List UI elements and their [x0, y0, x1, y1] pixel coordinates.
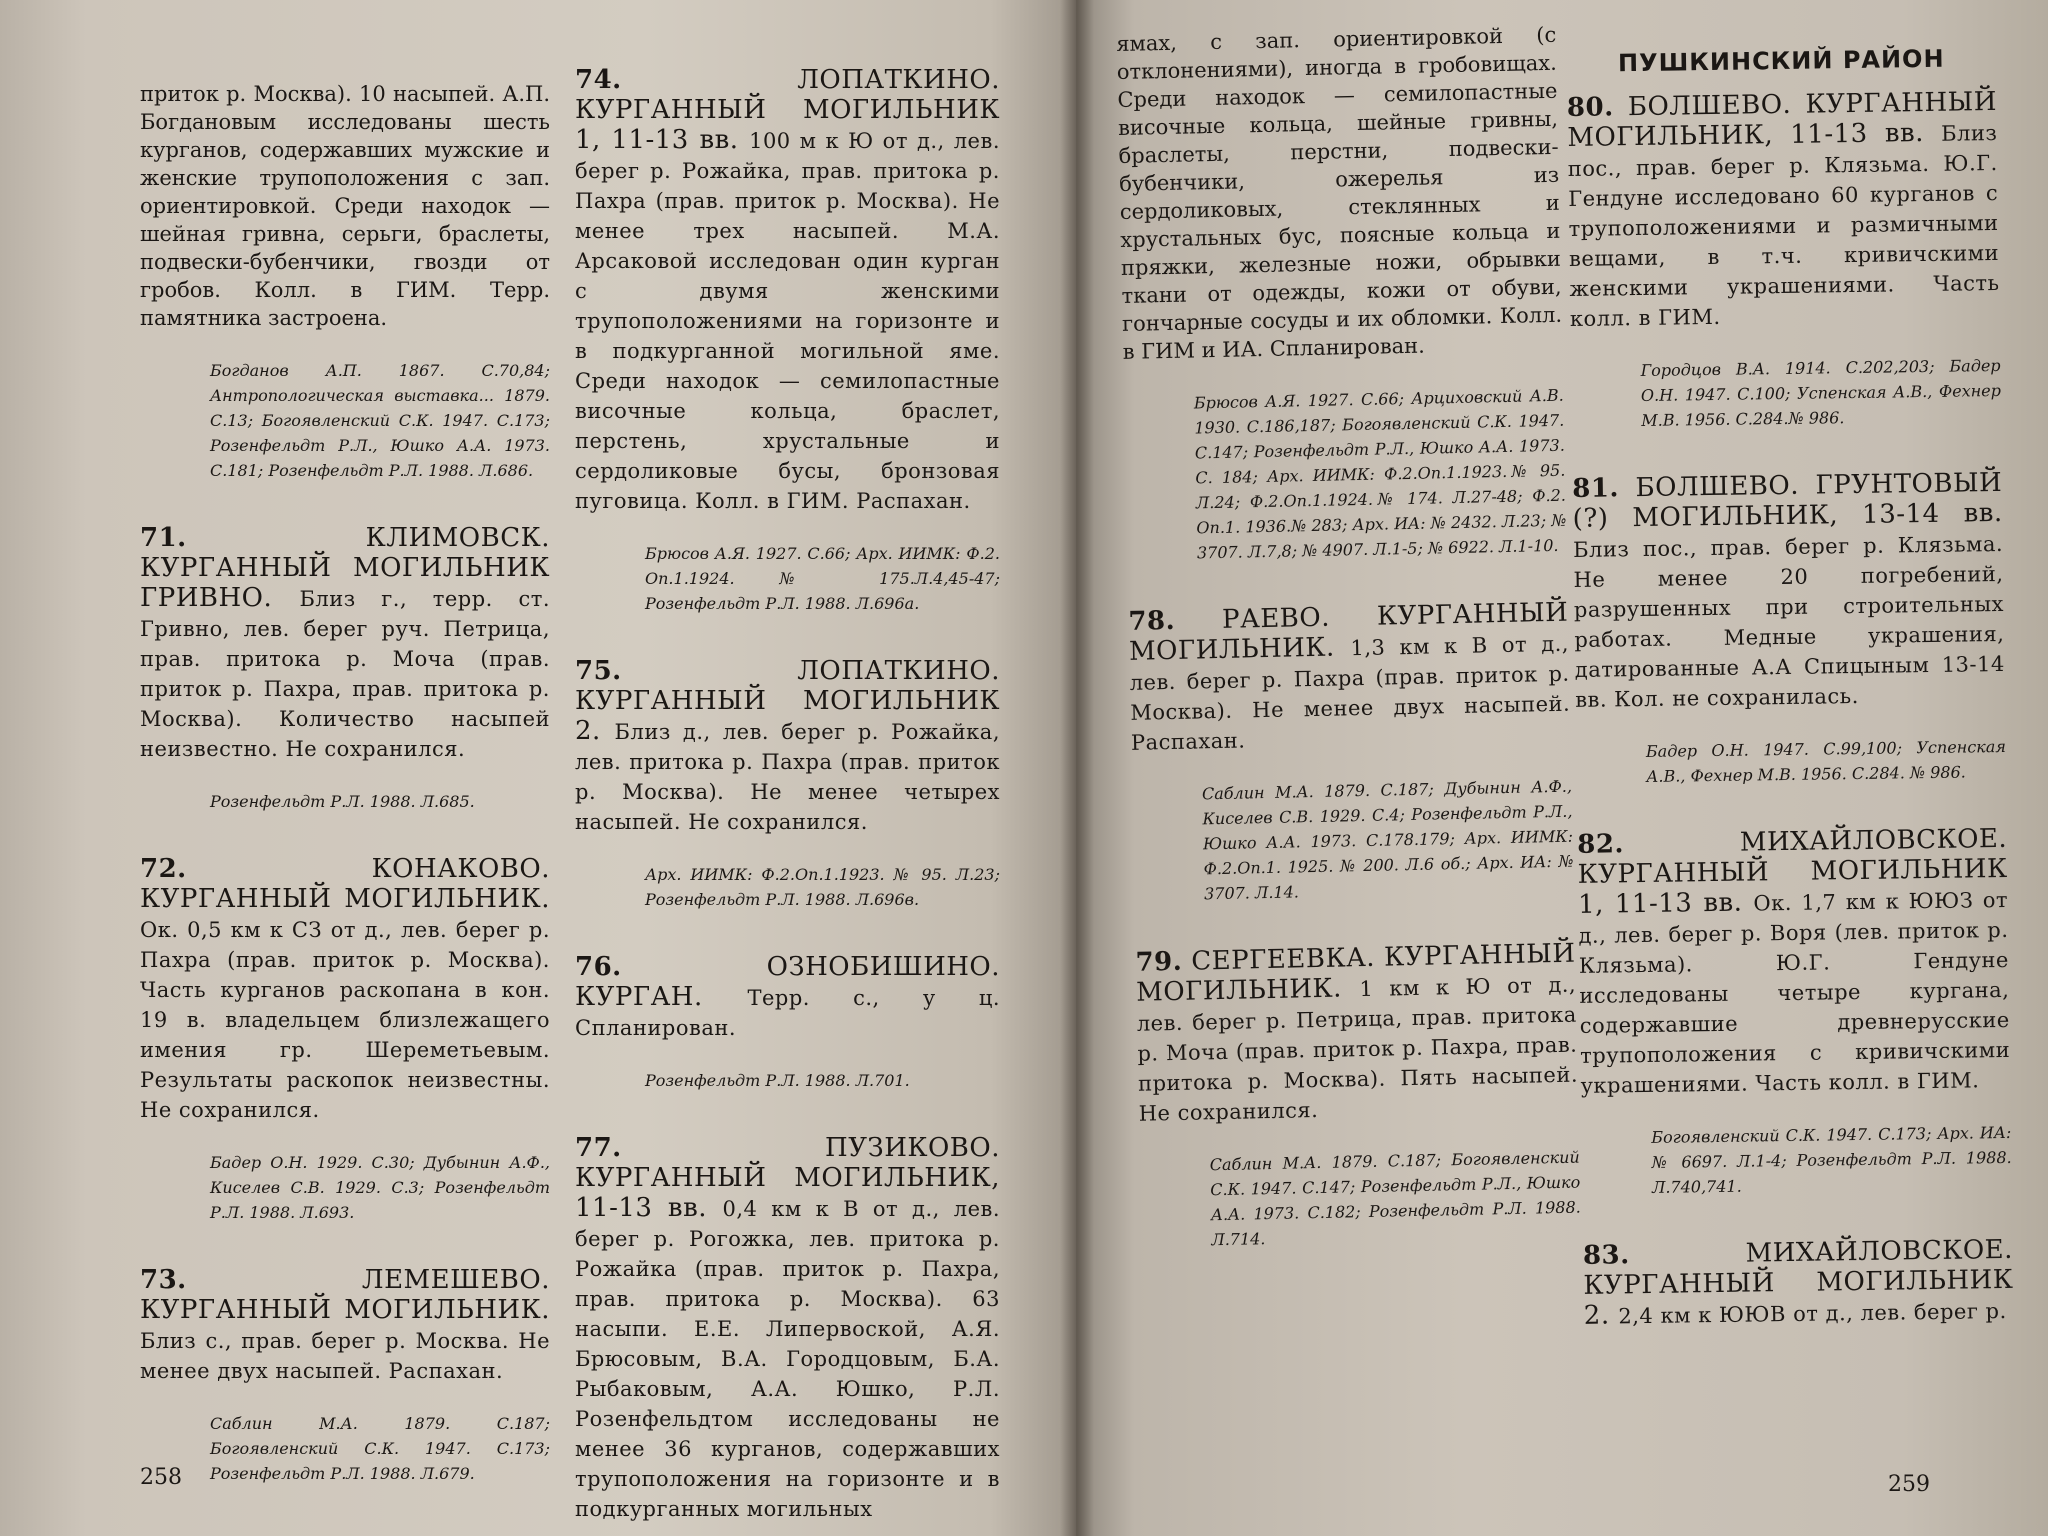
catalog-entry [575, 1133, 1000, 1523]
right-page-column-2 [1566, 34, 2014, 1345]
entry-title: ОЗНОБИШИНО. КУРГАН. [575, 952, 1000, 1012]
entry-body: 100 м к Ю от д., лев. берег р. Рожайка, прав. притока р. Пахра (прав. приток р. Москва). Не менее трех насыпей. М.А. Арсаковой исследован один курган с двумя женскими трупоположениями на горизонте и в подкурганной могильной яме. Среди находок — семилопастные височные кольца, браслет, перстень, хрустальные и сердоликовые бусы, бронзовая пуговица. Колл. в ГИМ. Распахан. [575, 129, 1000, 513]
bibliography-reference: Брюсов А.Я. 1927. С.66; Арциховский А.В. 1930. С.186,187; Богоявленский С.К. 1947. С.147; Розенфельдт Р.Л., Юшко А.А. 1973. С. 184; Арх. ИИМК: Ф.2.Оп.1.1923.№ 95. Л.24; Ф.2.Оп.1.1924.№ 174. Л.27-48; Ф.2. Оп.1. 1936.№ 283; Арх. ИА: № 2432. Л.23; № 3707. Л.7,8; № 4907. Л.1-5; № 6922. Л.1-10. [1193, 385, 1567, 563]
left-page-column-1 [140, 80, 550, 1526]
catalog-entry [140, 1265, 550, 1486]
entry-heading [140, 1265, 550, 1385]
bibliography-reference: Розенфельдт Р.Л. 1988. Л.701. [645, 1071, 910, 1090]
entry-heading [140, 854, 550, 1124]
entry-body: Близ пос., прав. берег р. Клязьма. Не менее 20 погребений, разрушенных при строительных работах. Медные украшения, датированные А.А Спицыным 13-14 вв. Кол. не сохранилась. [1572, 531, 2005, 712]
entry-heading [575, 952, 1000, 1042]
entry-body: Близ с., прав. берег р. Москва. Не менее двух насыпей. Распахан. [140, 1329, 550, 1383]
entry-heading [575, 1133, 1000, 1523]
bibliography-reference: Саблин М.А. 1879. С.187; Богоявленский С.К. 1947. С.173; Розенфельдт Р.Л. 1988. Л.679. [210, 1414, 550, 1483]
page-number: 259 [1888, 1472, 1930, 1497]
entry-heading [575, 656, 1000, 836]
catalog-entry [140, 523, 550, 814]
entry-body: 1,3 км к В от д., лев. берег р. Пахра (прав. приток р. Москва). Не менее двух насыпей. Распахан. [1129, 631, 1571, 755]
entry-body: Ок. 0,5 км к СЗ от д., лев. берег р. Пахра (прав. приток р. Москва). Часть курганов раскопана в кон. 19 в. владельцем близлежащего имения гр. Шереметьевым. Результаты раскопок неизвестны. Не сохранился. [140, 918, 550, 1122]
entry-heading [1583, 1235, 2014, 1331]
entry-number: 81. [1572, 473, 1620, 504]
entry-title: МИХАЙЛОВСКОЕ. КУРГАННЫЙ МОГИЛЬНИК 1, 11-13 вв. [1577, 823, 2008, 920]
bibliography-reference: Богоявленский С.К. 1947. С.173; Арх. ИА: № 6697. Л.1-4; Розенфельдт Р.Л. 1988. Л.740,741. [1651, 1122, 2012, 1197]
entry-number: 71. [140, 523, 187, 553]
entry-title: БОЛШЕВО. ГРУНТОВЫЙ (?) МОГИЛЬНИК, 13-14 вв. [1572, 467, 2003, 534]
entry-number: 79. [1135, 946, 1183, 978]
entry-title: КОНАКОВО. КУРГАННЫЙ МОГИЛЬНИК. [140, 854, 550, 914]
entry-number: 77. [575, 1133, 622, 1163]
catalog-entry [1116, 21, 1567, 567]
bibliography-reference: Саблин М.А. 1879. С.187; Дубынин А.Ф., Киселев С.В. 1929. С.4; Розенфельдт Р.Л., Юшко А.А. 1973. С.178.179; Арх. ИИМК: Ф.2.Оп.1. 1925. № 200. Л.6 об.; Арх. ИА: № 3707. Л.14. [1201, 776, 1574, 904]
entry-heading [1567, 87, 2000, 333]
bibliography-reference: Саблин М.А. 1879. С.187; Богоявленский С.К. 1947. С.147; Розенфельдт Р.Л., Юшко А.А. 1973. С.182; Розенфельдт Р.Л. 1988. Л.714. [1209, 1147, 1581, 1250]
bibliography-reference: Бадер О.Н. 1947. С.99,100; Успенская А.В., Фехнер М.В. 1956. С.284. № 986. [1645, 736, 2007, 786]
entry-title: ЛОПАТКИНО. КУРГАННЫЙ МОГИЛЬНИК 2. [575, 656, 1000, 746]
right-page-column-1 [1116, 21, 1582, 1294]
right-page-column-2-entries [1567, 87, 2014, 1331]
catalog-entry [1135, 939, 1581, 1254]
entry-number: 75. [575, 656, 622, 686]
catalog-entry [1128, 598, 1574, 908]
catalog-entry [575, 65, 1000, 616]
entry-number: 78. [1128, 605, 1176, 637]
entry-heading [1128, 598, 1571, 757]
entry-body: Терр. с., у ц. Спланирован. [575, 986, 1000, 1040]
page-number: 258 [140, 1465, 182, 1490]
catalog-entry [140, 80, 550, 483]
entry-body: ямах, с зап. ориентировкой (с отклонениями), иногда в гробовищах. Среди находок — семилопастные височные кольца, шейные гривны, браслеты, перстни, подвески-бубенчики, ожерелья из сердоликовых, стеклянных и хрустальных бус, поясные кольца и пряжки, железные ножи, обрывки ткани от одежды, кожи от обуви, гончарные сосуды и их обломки. Колл. в ГИМ и ИА. Спланирован. [1116, 22, 1563, 364]
entry-heading [1135, 939, 1579, 1128]
entry-heading [1577, 824, 2011, 1100]
entry-body: 1 км к Ю от д., лев. берег р. Петрица, прав. притока р. Моча (прав. приток р. Пахра, прав. притока р. Москва). Пять насыпей. Не сохранился. [1136, 972, 1579, 1126]
bibliography-reference: Богданов А.П. 1867. С.70,84; Антропологическая выставка... 1879. С.13; Богоявленский С.К. 1947. С.173; Розенфельдт Р.Л., Юшко А.А. 1973. С.181; Розенфельдт Р.Л. 1988. Л.686. [210, 361, 550, 480]
bibliography-reference: Арх. ИИМК: Ф.2.Оп.1.1923. № 95. Л.23; Розенфельдт Р.Л. 1988. Л.696в. [645, 865, 1000, 909]
entry-body: Близ пос., прав. берег р. Клязьма. Ю.Г. Гендуне исследовано 60 курганов с трупоположениями и размичными вещами, в т.ч. кривичскими женскими украшениями. Часть колл. в ГИМ. [1567, 120, 2000, 331]
bibliography-reference: Розенфельдт Р.Л. 1988. Л.685. [210, 792, 475, 811]
entry-heading [140, 523, 550, 763]
entry-body: Близ д., лев. берег р. Рожайка, лев. притока р. Пахра (прав. приток р. Москва). Не менее четырех насыпей. Не сохранился. [575, 720, 1001, 834]
entry-heading [575, 65, 1000, 515]
entry-title: ЛЕМЕШЕВО. КУРГАННЫЙ МОГИЛЬНИК. [140, 1265, 550, 1325]
entry-title: БОЛШЕВО. КУРГАННЫЙ МОГИЛЬНИК, 11-13 вв. [1567, 86, 1998, 153]
entry-number: 74. [575, 65, 622, 95]
catalog-entry [140, 854, 550, 1225]
bibliography-reference: Брюсов А.Я. 1927. С.66; Арх. ИИМК: Ф.2. Оп.1.1924. № 175.Л.4,45-47; Розенфельдт Р.Л. 1988. Л.696а. [645, 544, 1000, 613]
catalog-entry [1572, 468, 2006, 790]
bibliography-reference: Бадер О.Н. 1929. С.30; Дубынин А.Ф., Киселев С.В. 1929. С.3; Розенфельдт Р.Л. 1988. Л.693. [210, 1153, 550, 1222]
entry-number: 73. [140, 1265, 187, 1295]
entry-body: Ок. 1,7 км к ЮЮЗ от д., лев. берег р. Воря (лев. приток р. Клязьма). Ю.Г. Гендуне исследованы четыре кургана, содержавшие древнерусские трупоположения с кривичскими украшениями. Часть колл. в ГИМ. [1578, 887, 2011, 1098]
entry-title: СЕРГЕЕВКА. КУРГАННЫЙ МОГИЛЬНИК. [1135, 938, 1576, 1008]
entry-body: приток р. Москва). 10 насыпей. А.П. Богдановым исследованы шесть курганов, содержавших мужские и женские трупоположения с зап. ориентировкой. Среди находок — шейная гривна, серьги, браслеты, подвески-бубенчики, гвозди от гробов. Колл. в ГИМ. Терр. памятника застроена. [140, 82, 550, 330]
entry-body: Близ г., терр. ст. Гривно, лев. берег руч. Петрица, прав. притока р. Моча (прав. приток р. Пахра, прав. притока р. Москва). Количество насыпей неизвестно. Не сохранился. [140, 587, 551, 761]
entry-title: ЛОПАТКИНО. КУРГАННЫЙ МОГИЛЬНИК 1, 11-13 вв. [575, 65, 1000, 155]
right-page [1076, 0, 2048, 1536]
entry-body: 2,4 км к ЮЮВ от д., лев. берег р. [1618, 1298, 2007, 1329]
entry-number: 82. [1577, 829, 1625, 860]
entry-title: КЛИМОВСК. КУРГАННЫЙ МОГИЛЬНИК ГРИВНО. [140, 523, 550, 613]
entry-number: 76. [575, 952, 622, 982]
entry-number: 80. [1566, 92, 1614, 123]
catalog-entry [1583, 1235, 2014, 1331]
catalog-entry [575, 656, 1000, 912]
catalog-entry [1577, 824, 2012, 1201]
district-title: ПУШКИНСКИЙ РАЙОН [1617, 44, 1945, 78]
bibliography-reference: Городцов В.А. 1914. С.202,203; Бадер О.Н. 1947. С.100; Успенская А.В., Фехнер М.В. 1956. С.284.№ 986. [1640, 355, 2002, 430]
entry-heading [1572, 468, 2005, 714]
catalog-entry [575, 952, 1000, 1093]
entry-title: ПУЗИКОВО. КУРГАННЫЙ МОГИЛЬНИК, 11-13 вв. [575, 1133, 1000, 1223]
catalog-entry [1567, 87, 2002, 434]
entry-body: 0,4 км к В от д., лев. берег р. Рогожка, лев. притока р. Рожайка (прав. приток р. Пахра, прав. притока р. Москва). 63 насыпи. Е.Е. Липервоской, А.Я. Брюсовым, В.А. Городцовым, Б.А. Рыбаковым, А.А. Юшко, Р.Л. Розенфельдтом исследованы не менее 36 курганов, содержавших трупоположения на горизонте и в подкурганных могильных [575, 1197, 1000, 1521]
left-page-column-2 [575, 65, 1000, 1536]
entry-title: МИХАЙЛОВСКОЕ. КУРГАННЫЙ МОГИЛЬНИК 2. [1583, 1234, 2014, 1331]
entry-number: 83. [1582, 1240, 1630, 1271]
entry-title: РАЕВО. КУРГАННЫЙ МОГИЛЬНИК. [1128, 597, 1569, 667]
entry-number: 72. [140, 854, 187, 884]
